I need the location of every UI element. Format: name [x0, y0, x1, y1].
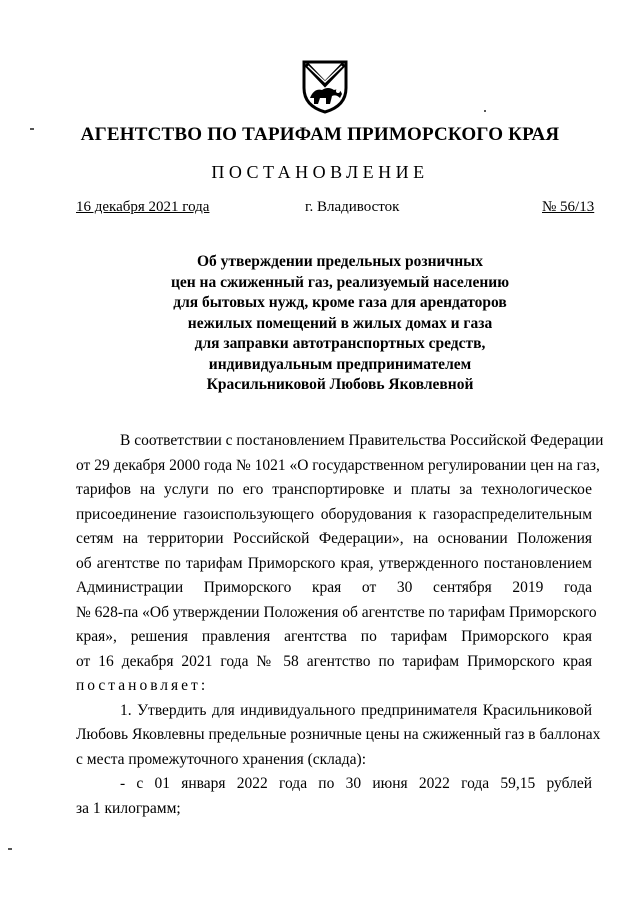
body-line: с места промежуточного хранения (склада):: [76, 750, 366, 768]
body-line: об агентстве по тарифам Приморского края, утвержденного постановлением: [76, 554, 592, 572]
body-line: за 1 килограмм;: [76, 799, 181, 817]
body-line: сетям на территории Российской Федерации», на основании Положения: [76, 530, 592, 547]
body-line: постановляет:: [76, 677, 209, 694]
body-line: Любовь Яковлевны предельные розничные цены на сжиженный газ в баллонах: [76, 726, 601, 743]
document-title: [120, 252, 560, 396]
body-line: от 16 декабря 2021 года № 58 агентство по тарифам Приморского края: [76, 652, 592, 670]
body-line: тарифов на услуги по его транспортировке и платы за технологическое: [76, 481, 592, 498]
body-line: № 628-па «Об утверждении Положения об агентстве по тарифам Приморского: [76, 603, 597, 621]
body-line: - с 01 января 2022 года по 30 июня 2022 года 59,15 рублей: [120, 775, 592, 792]
agency-title: АГЕНТСТВО ПО ТАРИФАМ ПРИМОРСКОГО КРАЯ: [80, 124, 560, 145]
body-line: Администрации Приморского края от 30 сентября 2019 года: [76, 579, 592, 596]
title-line: для заправки автотранспортных средств,: [194, 335, 486, 352]
title-line: для бытовых нужд, кроме газа для арендаторов: [173, 294, 507, 311]
document-body: [76, 429, 604, 821]
scan-speck: [8, 848, 12, 850]
title-line: Об утверждении предельных розничных: [196, 253, 484, 270]
body-line: края», решения правления агентства по тарифам Приморского края: [76, 628, 592, 645]
body-line: 1. Утвердить для индивидуального предпринимателя Красильниковой: [120, 701, 592, 719]
body-line: от 29 декабря 2000 года № 1021 «О государственном регулировании цен на газ,: [76, 456, 600, 474]
document-number: № 56/13: [542, 199, 595, 215]
title-line: цен на сжиженный газ, реализуемый населению: [170, 273, 510, 291]
body-line: присоединение газоиспользующего оборудования к газораспределительным: [76, 505, 592, 523]
title-line: Красильниковой Любовь Яковлевной: [206, 376, 474, 393]
body-line: В соответствии с постановлением Правительства Российской Федерации: [120, 432, 604, 449]
scan-speck: [30, 128, 34, 130]
document-city: г. Владивосток: [305, 199, 400, 215]
coat-of-arms-icon: [300, 58, 350, 114]
document-type: ПОСТАНОВЛЕНИЕ: [211, 162, 429, 182]
title-line: нежилых помещений в жилых домах и газа: [187, 314, 493, 332]
scan-speck: [484, 110, 486, 112]
document-date: 16 декабря 2021 года: [76, 199, 210, 215]
title-line: индивидуальным предпринимателем: [208, 355, 472, 373]
